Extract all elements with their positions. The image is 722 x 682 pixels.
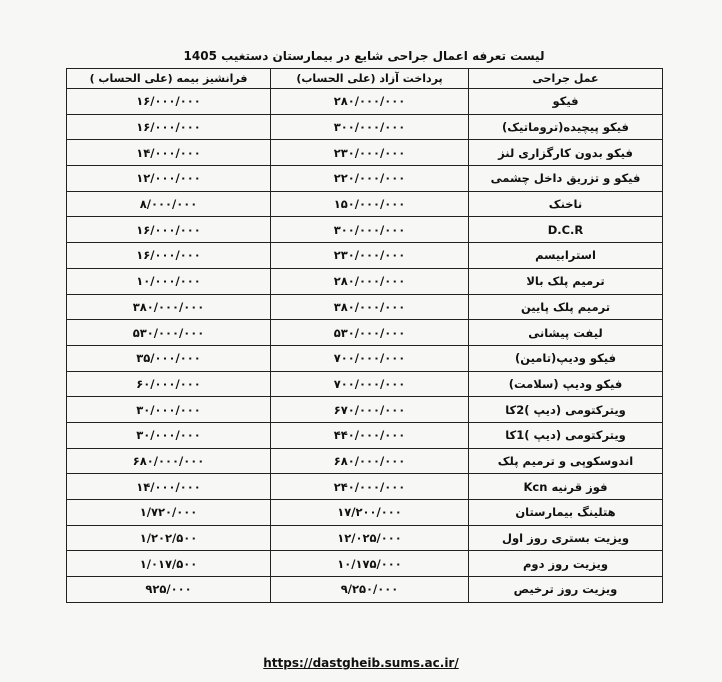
procedure-cell: D.C.R (469, 217, 663, 243)
free-payment-cell: ۶۷۰/۰۰۰/۰۰۰ (271, 397, 469, 423)
procedure-cell: اندوسکوپی و ترمیم پلک (469, 448, 663, 474)
free-payment-cell: ۶۸۰/۰۰۰/۰۰۰ (271, 448, 469, 474)
insurance-cell: ۱۶/۰۰۰/۰۰۰ (67, 217, 271, 243)
table-row (67, 422, 663, 448)
free-payment-cell: ۷۰۰/۰۰۰/۰۰۰ (271, 345, 469, 371)
website-link[interactable]: https://dastgheib.sums.ac.ir/ (263, 656, 459, 670)
table-row (67, 217, 663, 243)
procedure-cell: ویترکتومی (دیپ )2کا (469, 397, 663, 423)
insurance-cell: ۶۰/۰۰۰/۰۰۰ (67, 371, 271, 397)
table-row (67, 397, 663, 423)
free-payment-cell: ۱۷/۲۰۰/۰۰۰ (271, 500, 469, 526)
insurance-cell: ۱۶/۰۰۰/۰۰۰ (67, 114, 271, 140)
free-payment-cell: ۲۴۰/۰۰۰/۰۰۰ (271, 474, 469, 500)
table-row (67, 268, 663, 294)
tariff-table (66, 68, 663, 603)
table-row (67, 448, 663, 474)
procedure-cell: ویزیت روز ترخیص (469, 577, 663, 603)
free-payment-cell: ۲۸۰/۰۰۰/۰۰۰ (271, 268, 469, 294)
free-payment-cell: ۲۸۰/۰۰۰/۰۰۰ (271, 89, 469, 115)
procedure-cell: استرابیسم (469, 243, 663, 269)
procedure-cell: فیکو بدون کارگزاری لنز (469, 140, 663, 166)
procedure-cell: فیکو پیچیده(تروماتیک) (469, 114, 663, 140)
free-payment-cell: ۴۴۰/۰۰۰/۰۰۰ (271, 422, 469, 448)
insurance-cell: ۶۸۰/۰۰۰/۰۰۰ (67, 448, 271, 474)
table-row (67, 114, 663, 140)
free-payment-cell: ۳۰۰/۰۰۰/۰۰۰ (271, 114, 469, 140)
procedure-cell: لیفت پیشانی (469, 320, 663, 346)
free-payment-cell: ۲۲۰/۰۰۰/۰۰۰ (271, 166, 469, 192)
table-row (67, 371, 663, 397)
insurance-cell: ۱۲/۰۰۰/۰۰۰ (67, 166, 271, 192)
procedure-cell: فوز قرنیه Kcn (469, 474, 663, 500)
table-row (67, 294, 663, 320)
table-row (67, 243, 663, 269)
procedure-cell: ناخنک (469, 191, 663, 217)
header-free-payment: پرداخت آزاد (علی الحساب) (271, 69, 469, 89)
free-payment-cell: ۱۰/۱۷۵/۰۰۰ (271, 551, 469, 577)
header-insurance: فرانشیز بیمه (علی الحساب ) (67, 69, 271, 89)
table-row (67, 191, 663, 217)
procedure-cell: ویزیت روز دوم (469, 551, 663, 577)
procedure-cell: فیکو و تزریق داخل چشمی (469, 166, 663, 192)
table-row (67, 474, 663, 500)
free-payment-cell: ۹/۲۵۰/۰۰۰ (271, 577, 469, 603)
insurance-cell: ۱/۰۱۷/۵۰۰ (67, 551, 271, 577)
free-payment-cell: ۲۳۰/۰۰۰/۰۰۰ (271, 243, 469, 269)
insurance-cell: ۵۳۰/۰۰۰/۰۰۰ (67, 320, 271, 346)
procedure-cell: فیکو ودیپ (سلامت) (469, 371, 663, 397)
insurance-cell: ۳۸۰/۰۰۰/۰۰۰ (67, 294, 271, 320)
table-row (67, 166, 663, 192)
free-payment-cell: ۵۳۰/۰۰۰/۰۰۰ (271, 320, 469, 346)
procedure-cell: فیکو (469, 89, 663, 115)
procedure-cell: فیکو ودیپ(تامین) (469, 345, 663, 371)
free-payment-cell: ۱۲/۰۲۵/۰۰۰ (271, 525, 469, 551)
insurance-cell: ۱۴/۰۰۰/۰۰۰ (67, 140, 271, 166)
table-row (67, 577, 663, 603)
procedure-cell: ترمیم پلک بالا (469, 268, 663, 294)
procedure-cell: ویترکتومی (دیپ )1کا (469, 422, 663, 448)
insurance-cell: ۱/۲۰۲/۵۰۰ (67, 525, 271, 551)
table-row (67, 500, 663, 526)
procedure-cell: هتلینگ بیمارستان (469, 500, 663, 526)
free-payment-cell: ۱۵۰/۰۰۰/۰۰۰ (271, 191, 469, 217)
insurance-cell: ۱۶/۰۰۰/۰۰۰ (67, 243, 271, 269)
insurance-cell: ۱۴/۰۰۰/۰۰۰ (67, 474, 271, 500)
insurance-cell: ۱۶/۰۰۰/۰۰۰ (67, 89, 271, 115)
free-payment-cell: ۳۸۰/۰۰۰/۰۰۰ (271, 294, 469, 320)
table-row (67, 525, 663, 551)
page-title: لیست تعرفه اعمال جراحی شایع در بیمارستان دستغیب 1405 (183, 49, 545, 63)
insurance-cell: ۳۵/۰۰۰/۰۰۰ (67, 345, 271, 371)
table-row (67, 320, 663, 346)
table-row (67, 140, 663, 166)
insurance-cell: ۳۰/۰۰۰/۰۰۰ (67, 397, 271, 423)
free-payment-cell: ۲۳۰/۰۰۰/۰۰۰ (271, 140, 469, 166)
insurance-cell: ۹۲۵/۰۰۰ (67, 577, 271, 603)
table-row (67, 345, 663, 371)
procedure-cell: ترمیم پلک پایین (469, 294, 663, 320)
insurance-cell: ۱/۷۲۰/۰۰۰ (67, 500, 271, 526)
insurance-cell: ۸/۰۰۰/۰۰۰ (67, 191, 271, 217)
procedure-cell: ویزیت بستری روز اول (469, 525, 663, 551)
insurance-cell: ۳۰/۰۰۰/۰۰۰ (67, 422, 271, 448)
free-payment-cell: ۳۰۰/۰۰۰/۰۰۰ (271, 217, 469, 243)
table-header-row (67, 69, 663, 89)
header-procedure: عمل جراحی (469, 69, 663, 89)
free-payment-cell: ۷۰۰/۰۰۰/۰۰۰ (271, 371, 469, 397)
table-row (67, 89, 663, 115)
table-row (67, 551, 663, 577)
insurance-cell: ۱۰/۰۰۰/۰۰۰ (67, 268, 271, 294)
